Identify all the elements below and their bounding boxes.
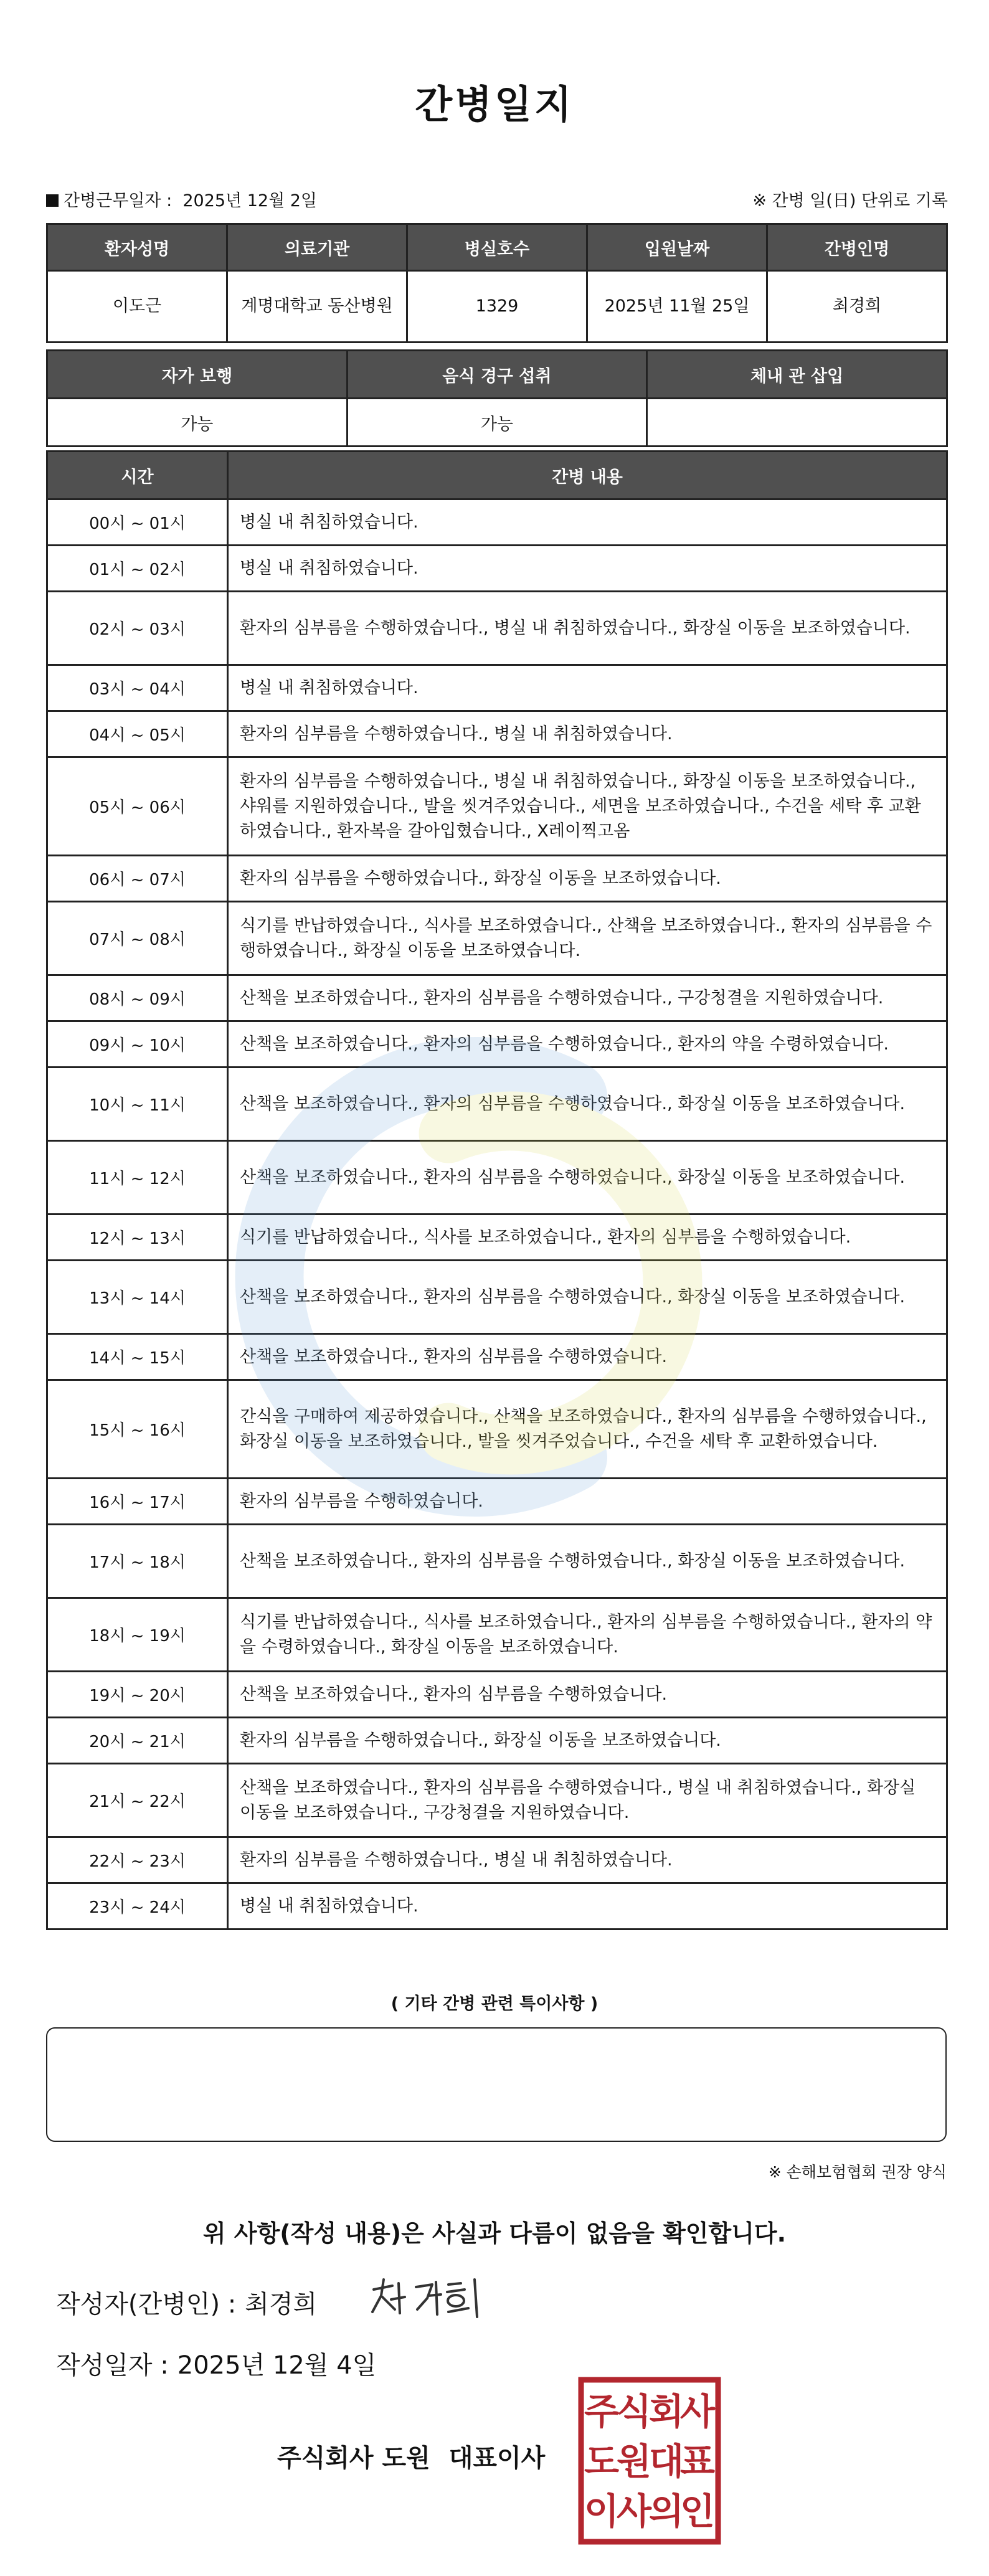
- log-time: 08시 ~ 09시: [47, 975, 228, 1021]
- log-time: 05시 ~ 06시: [47, 757, 228, 856]
- work-date-label: 간병근무일자 :: [64, 191, 173, 211]
- patient-info-table: [46, 223, 948, 343]
- log-time: 13시 ~ 14시: [47, 1261, 228, 1334]
- form-source-note: ※ 손해보험협회 권장 양식: [768, 2163, 947, 2181]
- log-content: 환자의 심부름을 수행하였습니다.: [228, 1479, 947, 1525]
- hospital-name: 계명대학교 동산병원: [227, 271, 407, 343]
- log-time: 01시 ~ 02시: [47, 546, 228, 592]
- log-content: 병실 내 취침하였습니다.: [228, 1883, 947, 1930]
- patient-name: 이도근: [47, 271, 227, 343]
- log-content: 병실 내 취침하였습니다.: [228, 665, 947, 711]
- log-time: 23시 ~ 24시: [47, 1883, 228, 1930]
- log-row: [47, 1598, 947, 1672]
- log-content: 산책을 보조하였습니다., 환자의 심부름을 수행하였습니다., 화장실 이동을 보조하였습니다.: [228, 1068, 947, 1141]
- log-time: 16시 ~ 17시: [47, 1479, 228, 1525]
- log-time: 07시 ~ 08시: [47, 902, 228, 975]
- work-date-row: [46, 187, 948, 212]
- log-row: [47, 1718, 947, 1764]
- page-title: 간병일지: [415, 82, 574, 127]
- svg-text:대: 대: [648, 2440, 684, 2483]
- log-content: 환자의 심부름을 수행하였습니다., 병실 내 취침하였습니다.: [228, 711, 947, 757]
- svg-text:회: 회: [648, 2390, 684, 2433]
- log-content: 간식을 구매하여 제공하였습니다., 산책을 보조하였습니다., 환자의 심부름을 수행하였습니다., 화장실 이동을 보조하였습니다., 발을 씻겨주었습니다., 수건을 세탁 후 교환하였습니다.: [228, 1380, 947, 1479]
- log-content: 산책을 보조하였습니다., 환자의 심부름을 수행하였습니다., 화장실 이동을 보조하였습니다.: [228, 1525, 947, 1598]
- log-time: 18시 ~ 19시: [47, 1598, 228, 1672]
- svg-text:사: 사: [679, 2390, 716, 2433]
- confirmation-statement: 위 사항(작성 내용)은 사실과 다름이 없음을 확인합니다.: [202, 2220, 787, 2247]
- log-row: [47, 711, 947, 757]
- room-number: 1329: [407, 271, 587, 343]
- log-row: [47, 975, 947, 1021]
- writer-name: 최경희: [245, 2290, 318, 2319]
- log-content: 환자의 심부름을 수행하였습니다., 병실 내 취침하였습니다., 화장실 이동을 보조하였습니다., 샤워를 지원하였습니다., 발을 씻겨주었습니다., 세면을 보조하였습니다., 수건을 세탁 후 교환하였습니다., 환자복을 갈아입혔습니다., X레이찍고옴: [228, 757, 947, 856]
- log-row: [47, 1141, 947, 1215]
- log-row: [47, 1479, 947, 1525]
- log-content: 환자의 심부름을 수행하였습니다., 화장실 이동을 보조하였습니다.: [228, 1718, 947, 1764]
- log-time: 03시 ~ 04시: [47, 665, 228, 711]
- log-time: 15시 ~ 16시: [47, 1380, 228, 1479]
- tube-insertion-header: 체내 관 삽입: [647, 351, 947, 399]
- log-row: [47, 1525, 947, 1598]
- company-seal-stamp: [578, 2377, 721, 2545]
- log-time: 06시 ~ 07시: [47, 856, 228, 902]
- log-row: [47, 665, 947, 711]
- work-date: [46, 187, 317, 211]
- patient-ability-table: [46, 349, 948, 447]
- care-log-table: [46, 450, 948, 1930]
- square-bullet-icon: [46, 194, 59, 207]
- self-walking-header: 자가 보행: [47, 351, 348, 399]
- log-row: [47, 592, 947, 665]
- log-row: [47, 1334, 947, 1380]
- tube-insertion-value: [647, 399, 947, 447]
- log-time: 14시 ~ 15시: [47, 1334, 228, 1380]
- log-content: 식기를 반납하였습니다., 식사를 보조하였습니다., 산책을 보조하였습니다., 환자의 심부름을 수행하였습니다., 화장실 이동을 보조하였습니다.: [228, 902, 947, 975]
- log-content: 산책을 보조하였습니다., 환자의 심부름을 수행하였습니다., 화장실 이동을 보조하였습니다.: [228, 1141, 947, 1215]
- log-content: 산책을 보조하였습니다., 환자의 심부름을 수행하였습니다., 환자의 약을 수령하였습니다.: [228, 1021, 947, 1068]
- writer-row: [56, 2285, 317, 2320]
- svg-text:표: 표: [679, 2440, 716, 2483]
- patient-name-header: 환자성명: [47, 224, 227, 271]
- company-name: 주식회사 도원: [277, 2444, 430, 2473]
- log-row: [47, 757, 947, 856]
- log-time: 20시 ~ 21시: [47, 1718, 228, 1764]
- time-header: 시간: [47, 452, 228, 500]
- log-row: [47, 1021, 947, 1068]
- log-row: [47, 1380, 947, 1479]
- log-row: [47, 1837, 947, 1883]
- special-notes-box: [46, 2027, 947, 2142]
- representative-title: 대표이사: [448, 2444, 546, 2473]
- care-log-body: [47, 500, 947, 1930]
- log-time: 21시 ~ 22시: [47, 1764, 228, 1837]
- oral-intake-header: 음식 경구 섭취: [347, 351, 647, 399]
- written-date-value: 2025년 12월 4일: [177, 2351, 377, 2380]
- log-row: [47, 1261, 947, 1334]
- log-content: 환자의 심부름을 수행하였습니다., 병실 내 취침하였습니다.: [228, 1837, 947, 1883]
- log-row: [47, 902, 947, 975]
- log-row: [47, 1068, 947, 1141]
- log-time: 04시 ~ 05시: [47, 711, 228, 757]
- log-time: 02시 ~ 03시: [47, 592, 228, 665]
- log-row: [47, 546, 947, 592]
- written-date-label: 작성일자 :: [56, 2351, 169, 2380]
- log-row: [47, 1764, 947, 1837]
- svg-text:인: 인: [679, 2490, 716, 2532]
- svg-text:도: 도: [584, 2440, 620, 2483]
- caregiver-name-header: 간병인명: [767, 224, 947, 271]
- log-content: 병실 내 취침하였습니다.: [228, 500, 947, 546]
- log-content: 산책을 보조하였습니다., 환자의 심부름을 수행하였습니다., 병실 내 취침하였습니다., 화장실 이동을 보조하였습니다., 구강청결을 지원하였습니다.: [228, 1764, 947, 1837]
- log-time: 19시 ~ 20시: [47, 1672, 228, 1718]
- log-time: 11시 ~ 12시: [47, 1141, 228, 1215]
- writer-label: 작성자(간병인) :: [56, 2290, 237, 2319]
- self-walking-value: 가능: [47, 399, 348, 447]
- admission-date-header: 입원날짜: [587, 224, 767, 271]
- svg-text:원: 원: [616, 2440, 652, 2483]
- svg-text:주: 주: [584, 2390, 620, 2433]
- svg-text:의: 의: [648, 2490, 684, 2532]
- caregiver-name: 최경희: [767, 271, 947, 343]
- log-content: 병실 내 취침하였습니다.: [228, 546, 947, 592]
- log-content: 산책을 보조하였습니다., 환자의 심부름을 수행하였습니다., 화장실 이동을 보조하였습니다.: [228, 1261, 947, 1334]
- hospital-header: 의료기관: [227, 224, 407, 271]
- log-row: [47, 1883, 947, 1930]
- room-number-header: 병실호수: [407, 224, 587, 271]
- log-content: 식기를 반납하였습니다., 식사를 보조하였습니다., 환자의 심부름을 수행하였습니다.: [228, 1215, 947, 1261]
- care-content-header: 간병 내용: [228, 452, 947, 500]
- svg-text:이: 이: [584, 2490, 620, 2532]
- log-content: 산책을 보조하였습니다., 환자의 심부름을 수행하였습니다., 구강청결을 지원하였습니다.: [228, 975, 947, 1021]
- log-row: [47, 1672, 947, 1718]
- record-unit-note: ※ 간병 일(日) 단위로 기록: [752, 191, 948, 211]
- oral-intake-value: 가능: [347, 399, 647, 447]
- log-time: 00시 ~ 01시: [47, 500, 228, 546]
- log-row: [47, 856, 947, 902]
- admission-date: 2025년 11월 25일: [587, 271, 767, 343]
- special-notes-title: ( 기타 간병 관련 특이사항 ): [390, 1994, 599, 2014]
- log-time: 22시 ~ 23시: [47, 1837, 228, 1883]
- log-row: [47, 500, 947, 546]
- log-time: 10시 ~ 11시: [47, 1068, 228, 1141]
- company-signature-line: [277, 2438, 545, 2474]
- svg-text:사: 사: [616, 2490, 652, 2532]
- log-content: 산책을 보조하였습니다., 환자의 심부름을 수행하였습니다.: [228, 1334, 947, 1380]
- log-row: [47, 1215, 947, 1261]
- log-time: 17시 ~ 18시: [47, 1525, 228, 1598]
- log-content: 환자의 심부름을 수행하였습니다., 화장실 이동을 보조하였습니다.: [228, 856, 947, 902]
- log-content: 환자의 심부름을 수행하였습니다., 병실 내 취침하였습니다., 화장실 이동을 보조하였습니다.: [228, 592, 947, 665]
- log-content: 식기를 반납하였습니다., 식사를 보조하였습니다., 환자의 심부름을 수행하였습니다., 환자의 약을 수령하였습니다., 화장실 이동을 보조하였습니다.: [228, 1598, 947, 1672]
- written-date-row: [56, 2346, 376, 2381]
- log-time: 09시 ~ 10시: [47, 1021, 228, 1068]
- work-date-value: 2025년 12월 2일: [182, 191, 318, 211]
- svg-text:식: 식: [616, 2390, 652, 2433]
- log-content: 산책을 보조하였습니다., 환자의 심부름을 수행하였습니다.: [228, 1672, 947, 1718]
- handwritten-signature: [367, 2271, 486, 2323]
- log-time: 12시 ~ 13시: [47, 1215, 228, 1261]
